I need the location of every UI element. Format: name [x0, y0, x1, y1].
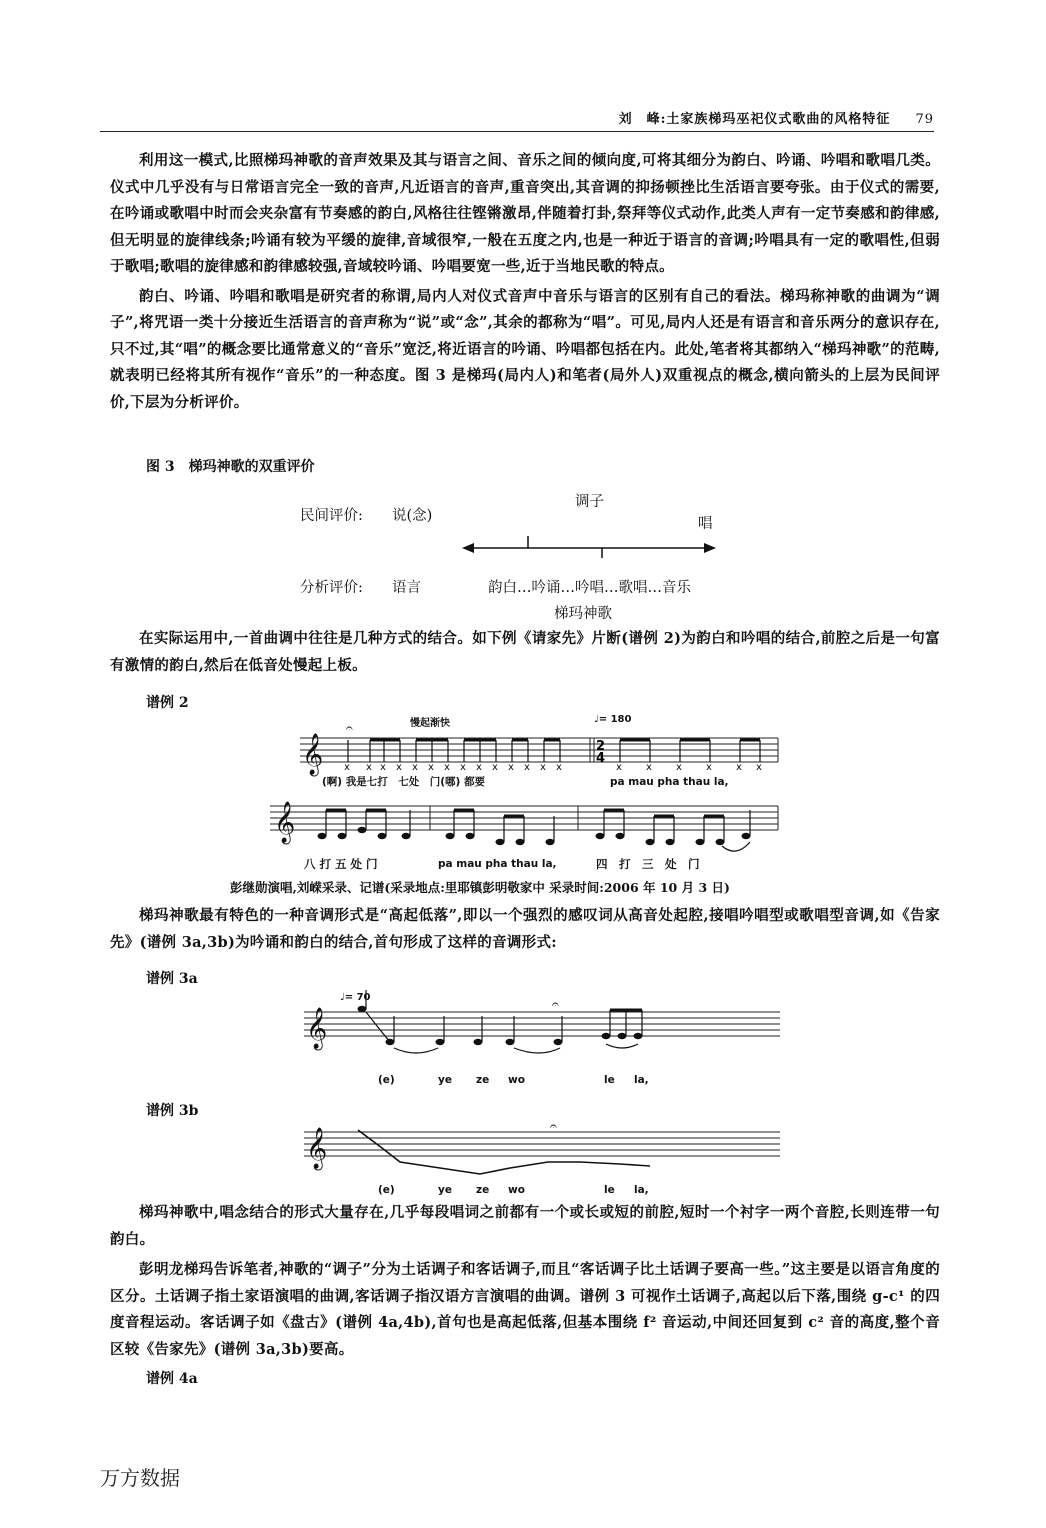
- svg-text:x: x: [476, 762, 482, 773]
- body-text-p3: [110, 626, 940, 679]
- svg-text:4: 4: [596, 751, 606, 766]
- example3b-lyrics: [378, 1184, 738, 1200]
- svg-text:x: x: [344, 762, 350, 773]
- paragraph-4: 梯玛神歌最有特色的一种音调形式是“高起低落”,即以一个强烈的感叹词从高音处起腔,接唱吟唱型或歌唱型音调,如《告家先》(谱例 3a,3b)为吟诵和韵白的结合,首句形成了这样的音调形式:: [110, 907, 940, 951]
- analysis-label: 分析评价:: [300, 580, 363, 596]
- folk-label: 民间评价:: [300, 508, 363, 524]
- example3a-lyrics: [378, 1074, 738, 1090]
- body-text-bottom: [110, 1200, 940, 1363]
- evaluation-arrow: [460, 534, 720, 558]
- timashenge-label: 梯玛神歌: [554, 606, 612, 622]
- example2-label: 谱例 2: [146, 695, 189, 711]
- watermark: 万方数据: [100, 1466, 180, 1490]
- example2-lyrics-2c: 四 打 三 处 门: [596, 857, 700, 871]
- header-title: 刘 峰:土家族梯玛巫祀仪式歌曲的风格特征: [618, 112, 891, 127]
- svg-text:x: x: [460, 762, 466, 773]
- svg-text:x: x: [524, 762, 530, 773]
- example3b-label: 谱例 3b: [146, 1103, 199, 1119]
- body-text-p4: [110, 903, 940, 956]
- running-header: [100, 108, 934, 128]
- svg-text:𝄞: 𝄞: [306, 1128, 328, 1169]
- example2-lyrics-2a: 八 打 五 处 门: [304, 857, 378, 871]
- figure3-diagram: [300, 478, 780, 628]
- folk-speech: 说(念): [392, 508, 433, 524]
- analysis-language: 语言: [392, 580, 421, 596]
- example2-staff: [270, 710, 790, 876]
- svg-text:𝄐: 𝄐: [550, 1119, 557, 1133]
- paragraph-1: 利用这一模式,比照梯玛神歌的音声效果及其与语言之间、音乐之间的倾向度,可将其细分为韵白、吟诵、吟唱和歌唱几类。仪式中几乎没有与日常语言完全一致的音声,凡近语言的音声,重音突出,其音调的抑扬顿挫比生活语言要夸张。由于仪式的需要,在吟诵或歌唱中时而会夹杂富有节奏感的韵白,风格往往铿锵激昂,伴随着打卦,祭拜等仪式动作,此类人声有一定节奏感和韵律感,但无明显的旋律线条;吟诵有较为平缓的旋律,音域很窄,一般在五度之内,也是一种近于语言的音调;吟唱具有一定的歌唱性,但弱于歌唱;歌唱的旋律感和韵律感较强,音域较吟诵、吟唱要宽一些,近于当地民歌的特点。: [110, 152, 940, 275]
- svg-text:𝄞: 𝄞: [274, 802, 296, 843]
- svg-text:x: x: [736, 762, 742, 773]
- page-number: 79: [915, 112, 934, 127]
- example3a-lyric: (e): [378, 1074, 395, 1086]
- svg-text:x: x: [444, 762, 450, 773]
- example2-lyrics-1a: (啊) 我是七打 七处 门(哪) 都要: [322, 776, 486, 788]
- example3b-lyric: la,: [634, 1184, 649, 1196]
- example3a-staff: [300, 990, 800, 1070]
- example3a-lyric: ze: [476, 1074, 490, 1086]
- example3b-lyric: ze: [476, 1184, 490, 1196]
- example2-tempo-text: 慢起渐快: [410, 718, 450, 729]
- example3a-lyric: le: [604, 1074, 615, 1086]
- svg-text:x: x: [676, 762, 682, 773]
- svg-text:2: 2: [596, 739, 606, 754]
- svg-text:x: x: [508, 762, 514, 773]
- paragraph-6: 彭明龙梯玛告诉笔者,神歌的“调子”分为土话调子和客话调子,而且“客话调子比土话调子要高一些。”这主要是以语言角度的区分。土话调子指土家语演唱的曲调,客话调子指汉语方言演唱的曲调。谱例 3 可视作土话调子,高起以后下落,围绕 g-c¹ 的四度音程运动。客话调子如《盘古》(谱例 4a,4b),首句也是高起低落,但基本围绕 f² 音运动,中间还回复到 c² 音的高度,整个音区较《告家先》(谱例 3a,3b)要高。: [110, 1261, 940, 1358]
- example3b-lyric: le: [604, 1184, 615, 1196]
- example3b-score: [300, 1118, 800, 1200]
- example3a-lyric: wo: [508, 1074, 525, 1086]
- example2-tempo-mark: ♩= 180: [594, 714, 632, 725]
- body-text-top: [110, 148, 940, 416]
- svg-text:x: x: [706, 762, 712, 773]
- paragraph-5: 梯玛神歌中,唱念结合的形式大量存在,几乎每段唱词之前都有一个或长或短的前腔,短时一个衬字一两个音腔,长则连带一句韵白。: [110, 1204, 940, 1248]
- chang-label: 唱: [698, 516, 713, 532]
- example3b-lyric: ye: [438, 1184, 452, 1196]
- svg-text:x: x: [646, 762, 652, 773]
- svg-text:𝄐: 𝄐: [346, 721, 353, 735]
- example3a-score: [300, 990, 800, 1090]
- example3b-lyric: (e): [378, 1184, 395, 1196]
- svg-text:𝄞: 𝄞: [302, 734, 324, 775]
- svg-text:x: x: [492, 762, 498, 773]
- svg-text:𝄐: 𝄐: [552, 997, 559, 1011]
- example2-score: [270, 710, 790, 876]
- example3a-label: 谱例 3a: [146, 971, 198, 987]
- example2-lyrics-1b: pa mau pha thau la,: [610, 776, 729, 788]
- example2-lyrics-2b: pa mau pha thau la,: [438, 858, 557, 870]
- svg-text:x: x: [428, 762, 434, 773]
- paragraph-3: 在实际运用中,一首曲调中往往是几种方式的结合。如下例《请家先》片断(谱例 2)为韵白和吟唱的结合,前腔之后是一句富有激情的韵白,然后在低音处慢起上板。: [110, 630, 940, 674]
- svg-text:𝄞: 𝄞: [306, 1008, 328, 1049]
- svg-text:x: x: [412, 762, 418, 773]
- svg-text:x: x: [366, 762, 372, 773]
- example2-credit: 彭继勋演唱,刘嵘采录、记谱(采录地点:里耶镇彭明敬家中 采录时间:2006 年 10 月 3 日): [230, 880, 730, 895]
- example3b-lyric: wo: [508, 1184, 525, 1196]
- diaozi-label: 调子: [575, 494, 604, 510]
- example3a-tempo: ♩= 70: [340, 992, 371, 1003]
- svg-text:x: x: [540, 762, 546, 773]
- svg-text:x: x: [756, 762, 762, 773]
- svg-text:x: x: [396, 762, 402, 773]
- svg-text:x: x: [380, 762, 386, 773]
- paragraph-2: 韵白、吟诵、吟唱和歌唱是研究者的称谓,局内人对仪式音声中音乐与语言的区别有自己的看法。梯玛称神歌的曲调为“调子”,将咒语一类十分接近生活语言的音声称为“说”或“念”,其余的都称为“唱”。可见,局内人还是有语言和音乐两分的意识存在,只不过,其“唱”的概念要比通常意义的“音乐”宽泛,将近语言的吟诵、吟唱都包括在内。此处,笔者将其都纳入“梯玛神歌”的范畴,就表明已经将其所有视作“音乐”的一种态度。图 3 是梯玛(局内人)和笔者(局外人)双重视点的概念,横向箭头的上层为民间评价,下层为分析评价。: [110, 287, 940, 411]
- svg-text:x: x: [556, 762, 562, 773]
- example3b-staff: [300, 1118, 800, 1184]
- continuum-label: 韵白…吟诵…吟唱…歌唱…音乐: [488, 580, 691, 596]
- example3a-lyric: la,: [634, 1074, 649, 1086]
- svg-text:x: x: [616, 762, 622, 773]
- header-rule: [100, 131, 934, 132]
- example3a-lyric: ye: [438, 1074, 452, 1086]
- example4a-label: 谱例 4a: [146, 1371, 198, 1387]
- figure3-caption: 图 3 梯玛神歌的双重评价: [146, 459, 315, 475]
